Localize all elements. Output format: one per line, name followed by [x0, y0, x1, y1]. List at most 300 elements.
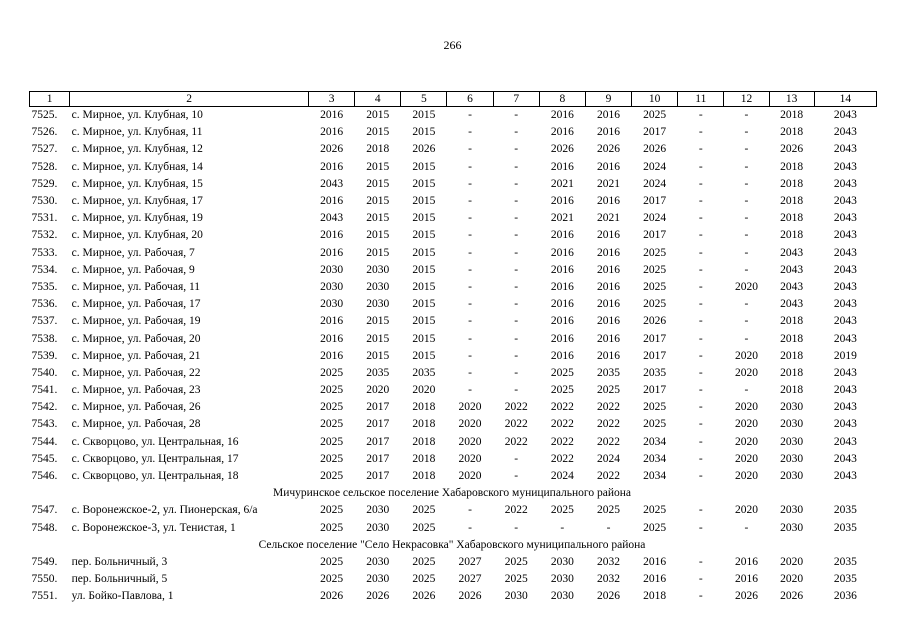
row-number: 7529. — [31, 177, 58, 190]
row-number: 7538. — [31, 332, 58, 345]
year-cell: 2036 — [833, 590, 857, 603]
year-cell: 2025 — [597, 384, 620, 397]
year-cell: - — [698, 109, 703, 122]
year-cell: - — [744, 160, 749, 173]
year-cell: 2020 — [458, 401, 482, 414]
year-cell: 2022 — [504, 418, 528, 431]
address-cell: с. Мирное, ул. Рабочая, 26 — [71, 401, 201, 414]
year-cell: 2025 — [643, 504, 667, 517]
year-cell: - — [514, 246, 519, 259]
year-cell: 2026 — [320, 143, 344, 156]
year-cell: - — [698, 590, 703, 603]
year-cell: - — [698, 349, 703, 362]
year-cell: 2020 — [734, 470, 758, 483]
year-cell: 2022 — [504, 401, 528, 414]
year-cell: 2015 — [366, 195, 390, 208]
year-cell: 2019 — [833, 349, 857, 362]
year-cell: 2043 — [320, 212, 344, 225]
year-cell: 2035 — [597, 366, 620, 379]
year-cell: 2026 — [643, 143, 667, 156]
year-cell: 2024 — [597, 452, 620, 465]
year-cell: 2030 — [366, 521, 390, 534]
year-cell: 2016 — [597, 246, 620, 259]
year-cell: - — [468, 521, 472, 534]
table-row — [30, 348, 877, 365]
year-cell: 2018 — [780, 366, 804, 379]
address-cell: с. Мирное, ул. Рабочая, 21 — [71, 349, 201, 362]
year-cell: - — [698, 366, 703, 379]
year-cell: 2020 — [458, 435, 482, 448]
year-cell: 2015 — [412, 126, 436, 139]
row-number: 7548. — [31, 521, 58, 534]
year-cell: 2017 — [643, 229, 667, 242]
year-cell: - — [698, 143, 703, 156]
table-row — [30, 382, 877, 399]
year-cell: 2030 — [780, 435, 804, 448]
year-cell: - — [698, 195, 703, 208]
column-header: 13 — [769, 92, 814, 107]
year-cell: 2025 — [320, 418, 344, 431]
year-cell: 2026 — [550, 143, 574, 156]
year-cell: - — [744, 195, 749, 208]
year-cell: 2043 — [833, 366, 857, 379]
year-cell: 2017 — [366, 452, 390, 465]
table-row — [30, 124, 877, 141]
address-cell: пер. Больничный, 5 — [71, 573, 168, 586]
year-cell: 2016 — [320, 109, 344, 122]
table-row — [30, 141, 877, 158]
year-cell: 2043 — [833, 263, 857, 276]
year-cell: 2032 — [597, 573, 620, 586]
year-cell: 2017 — [643, 195, 667, 208]
address-cell: ул. Бойко-Павлова, 1 — [71, 590, 174, 603]
year-cell: 2025 — [643, 401, 667, 414]
year-cell: 2035 — [833, 555, 857, 568]
year-cell: - — [468, 332, 472, 345]
table-row — [30, 262, 877, 279]
column-header: 11 — [678, 92, 724, 107]
year-cell: 2020 — [780, 573, 804, 586]
row-number: 7540. — [31, 366, 58, 379]
row-number: 7528. — [31, 160, 58, 173]
column-header: 9 — [585, 92, 631, 107]
address-cell: с. Воронежское-3, ул. Тенистая, 1 — [71, 521, 236, 534]
year-cell: 2018 — [412, 452, 436, 465]
address-cell: с. Мирное, ул. Клубная, 11 — [71, 126, 203, 139]
year-cell: 2016 — [550, 280, 574, 293]
row-number: 7527. — [31, 143, 58, 156]
year-cell: 2018 — [412, 401, 436, 414]
year-cell: 2018 — [780, 212, 804, 225]
address-cell: с. Мирное, ул. Рабочая, 22 — [71, 366, 201, 379]
row-number: 7545. — [31, 452, 58, 465]
year-cell: 2025 — [412, 573, 436, 586]
year-cell: 2035 — [833, 573, 857, 586]
year-cell: 2026 — [734, 590, 758, 603]
year-cell: 2022 — [597, 401, 620, 414]
row-number: 7547. — [31, 504, 58, 517]
year-cell: 2043 — [780, 263, 804, 276]
year-cell: 2020 — [734, 366, 758, 379]
year-cell: 2030 — [504, 590, 528, 603]
year-cell: 2017 — [366, 470, 390, 483]
address-cell: с. Мирное, ул. Клубная, 12 — [71, 143, 203, 156]
section-heading-row — [30, 537, 877, 554]
year-cell: 2015 — [412, 195, 436, 208]
address-cell: с. Скворцово, ул. Центральная, 16 — [71, 435, 239, 448]
year-cell: - — [698, 160, 703, 173]
year-cell: 2016 — [550, 332, 574, 345]
year-cell: 2043 — [833, 246, 857, 259]
year-cell: - — [468, 212, 472, 225]
year-cell: 2020 — [734, 349, 758, 362]
table-row — [30, 588, 877, 605]
year-cell: 2043 — [833, 452, 857, 465]
row-number: 7543. — [31, 418, 58, 431]
year-cell: - — [468, 126, 472, 139]
year-cell: 2016 — [643, 555, 667, 568]
year-cell: - — [514, 229, 519, 242]
year-cell: 2015 — [412, 229, 436, 242]
year-cell: - — [514, 143, 519, 156]
year-cell: - — [744, 298, 749, 311]
year-cell: 2021 — [550, 212, 574, 225]
year-cell: - — [698, 555, 703, 568]
table-row — [30, 399, 877, 416]
year-cell: - — [514, 470, 519, 483]
year-cell: 2025 — [412, 504, 436, 517]
year-cell: - — [514, 280, 519, 293]
year-cell: 2015 — [366, 177, 390, 190]
year-cell: 2027 — [458, 555, 482, 568]
year-cell: 2025 — [550, 384, 574, 397]
row-number: 7541. — [31, 384, 58, 397]
year-cell: 2026 — [412, 590, 436, 603]
address-cell: пер. Больничный, 3 — [71, 555, 168, 568]
year-cell: 2015 — [412, 280, 436, 293]
year-cell: 2043 — [833, 418, 857, 431]
year-cell: 2025 — [320, 555, 344, 568]
year-cell: 2043 — [833, 298, 857, 311]
year-cell: 2026 — [458, 590, 482, 603]
row-number: 7535. — [31, 280, 58, 293]
year-cell: 2020 — [458, 452, 482, 465]
row-number: 7550. — [31, 573, 58, 586]
address-cell: с. Скворцово, ул. Центральная, 18 — [71, 470, 239, 483]
address-cell: с. Мирное, ул. Клубная, 10 — [71, 109, 203, 122]
year-cell: 2016 — [597, 126, 620, 139]
year-cell: 2025 — [412, 521, 436, 534]
row-number: 7533. — [31, 246, 58, 259]
year-cell: 2018 — [780, 195, 804, 208]
year-cell: 2020 — [734, 280, 758, 293]
year-cell: 2020 — [734, 418, 758, 431]
table-row — [30, 296, 877, 313]
year-cell: 2016 — [550, 160, 574, 173]
address-cell: с. Мирное, ул. Рабочая, 7 — [71, 246, 195, 259]
year-cell: - — [468, 263, 472, 276]
year-cell: 2030 — [780, 452, 804, 465]
row-number: 7539. — [31, 349, 58, 362]
year-cell: 2025 — [320, 504, 344, 517]
year-cell: 2030 — [320, 263, 344, 276]
year-cell: 2024 — [643, 177, 667, 190]
year-cell: 2018 — [412, 470, 436, 483]
year-cell: 2034 — [643, 435, 667, 448]
row-number: 7544. — [31, 435, 58, 448]
year-cell: - — [468, 384, 472, 397]
year-cell: 2030 — [550, 590, 574, 603]
year-cell: - — [744, 143, 749, 156]
year-cell: 2034 — [643, 452, 667, 465]
year-cell: 2016 — [734, 555, 758, 568]
year-cell: 2016 — [320, 332, 344, 345]
year-cell: 2022 — [550, 435, 574, 448]
year-cell: 2043 — [833, 315, 857, 328]
table-row — [30, 159, 877, 176]
year-cell: - — [744, 109, 749, 122]
table-row — [30, 520, 877, 537]
row-number: 7531. — [31, 212, 58, 225]
row-number: 7526. — [31, 126, 58, 139]
year-cell: 2026 — [780, 590, 804, 603]
year-cell: 2016 — [734, 573, 758, 586]
year-cell: 2016 — [597, 195, 620, 208]
row-number: 7537. — [31, 315, 58, 328]
year-cell: 2018 — [780, 384, 804, 397]
year-cell: 2016 — [550, 229, 574, 242]
year-cell: 2025 — [504, 555, 528, 568]
year-cell: 2018 — [780, 126, 804, 139]
year-cell: 2015 — [366, 212, 390, 225]
address-cell: с. Мирное, ул. Рабочая, 20 — [71, 332, 201, 345]
year-cell: 2017 — [643, 126, 667, 139]
year-cell: - — [698, 504, 703, 517]
row-number: 7525. — [31, 109, 58, 122]
year-cell: - — [468, 315, 472, 328]
year-cell: 2016 — [550, 195, 574, 208]
year-cell: - — [468, 366, 472, 379]
year-cell: - — [514, 521, 519, 534]
year-cell: 2020 — [734, 504, 758, 517]
year-cell: - — [606, 521, 611, 534]
year-cell: - — [698, 246, 703, 259]
row-number: 7542. — [31, 401, 58, 414]
year-cell: 2017 — [643, 332, 667, 345]
year-cell: 2035 — [833, 504, 857, 517]
year-cell: 2030 — [320, 298, 344, 311]
year-cell: 2043 — [833, 177, 857, 190]
column-header: 6 — [447, 92, 493, 107]
year-cell: - — [744, 315, 749, 328]
year-cell: - — [698, 212, 703, 225]
year-cell: 2035 — [412, 366, 436, 379]
year-cell: 2025 — [320, 401, 344, 414]
year-cell: - — [698, 280, 703, 293]
year-cell: 2018 — [780, 229, 804, 242]
year-cell: 2043 — [833, 470, 857, 483]
year-cell: 2043 — [320, 177, 344, 190]
year-cell: 2030 — [366, 263, 390, 276]
year-cell: 2018 — [412, 435, 436, 448]
year-cell: 2016 — [550, 263, 574, 276]
year-cell: 2025 — [320, 435, 344, 448]
year-cell: 2016 — [320, 229, 344, 242]
year-cell: 2043 — [833, 332, 857, 345]
header-row — [30, 92, 877, 107]
table-row — [30, 107, 877, 125]
year-cell: 2022 — [597, 418, 620, 431]
year-cell: 2030 — [550, 573, 574, 586]
column-header: 8 — [539, 92, 585, 107]
year-cell: 2015 — [412, 160, 436, 173]
year-cell: 2035 — [643, 366, 667, 379]
address-cell: с. Мирное, ул. Рабочая, 9 — [71, 263, 195, 276]
year-cell: - — [698, 401, 703, 414]
table-body — [30, 107, 877, 606]
year-cell: 2026 — [320, 590, 344, 603]
year-cell: - — [468, 298, 472, 311]
year-cell: 2020 — [734, 401, 758, 414]
address-cell: с. Мирное, ул. Рабочая, 17 — [71, 298, 201, 311]
section-heading-row — [30, 485, 877, 502]
year-cell: 2016 — [320, 195, 344, 208]
year-cell: 2020 — [734, 452, 758, 465]
year-cell: - — [698, 229, 703, 242]
year-cell: 2025 — [643, 263, 667, 276]
year-cell: 2017 — [366, 418, 390, 431]
year-cell: 2030 — [780, 470, 804, 483]
year-cell: 2016 — [597, 332, 620, 345]
year-cell: 2025 — [643, 280, 667, 293]
year-cell: 2035 — [366, 366, 390, 379]
address-cell: с. Мирное, ул. Клубная, 19 — [71, 212, 203, 225]
column-header: 3 — [308, 92, 354, 107]
year-cell: 2025 — [320, 366, 344, 379]
year-cell: - — [744, 332, 749, 345]
row-number: 7536. — [31, 298, 58, 311]
year-cell: 2017 — [366, 435, 390, 448]
year-cell: 2017 — [366, 401, 390, 414]
year-cell: 2025 — [643, 418, 667, 431]
year-cell: 2015 — [412, 263, 436, 276]
year-cell: 2016 — [550, 315, 574, 328]
year-cell: 2030 — [780, 504, 804, 517]
year-cell: - — [514, 366, 519, 379]
year-cell: - — [698, 418, 703, 431]
row-number: 7530. — [31, 195, 58, 208]
year-cell: 2015 — [366, 229, 390, 242]
year-cell: 2024 — [643, 212, 667, 225]
address-cell: с. Воронежское-2, ул. Пионерская, 6/а — [71, 504, 258, 517]
year-cell: 2017 — [643, 349, 667, 362]
year-cell: - — [468, 349, 472, 362]
year-cell: - — [744, 384, 749, 397]
year-cell: - — [514, 109, 519, 122]
year-cell: 2043 — [780, 280, 804, 293]
year-cell: 2015 — [412, 246, 436, 259]
column-header: 5 — [401, 92, 447, 107]
data-table — [29, 91, 877, 605]
column-header: 12 — [724, 92, 769, 107]
year-cell: 2016 — [597, 315, 620, 328]
year-cell: - — [514, 349, 519, 362]
year-cell: - — [468, 229, 472, 242]
year-cell: 2016 — [597, 280, 620, 293]
year-cell: - — [514, 384, 519, 397]
year-cell: 2025 — [550, 366, 574, 379]
year-cell: - — [468, 177, 472, 190]
year-cell: 2016 — [320, 349, 344, 362]
year-cell: - — [698, 384, 703, 397]
row-number: 7534. — [31, 263, 58, 276]
year-cell: - — [514, 332, 519, 345]
year-cell: - — [514, 195, 519, 208]
address-cell: с. Мирное, ул. Рабочая, 19 — [71, 315, 201, 328]
year-cell: 2016 — [550, 298, 574, 311]
row-number: 7546. — [31, 470, 58, 483]
year-cell: 2015 — [366, 109, 390, 122]
year-cell: 2020 — [458, 418, 482, 431]
year-cell: 2016 — [597, 349, 620, 362]
column-header: 2 — [70, 92, 309, 107]
year-cell: - — [698, 573, 703, 586]
year-cell: - — [468, 143, 472, 156]
table-row — [30, 330, 877, 347]
table-row — [30, 416, 877, 433]
year-cell: - — [514, 315, 519, 328]
year-cell: 2032 — [597, 555, 620, 568]
year-cell: 2025 — [320, 470, 344, 483]
year-cell: 2025 — [504, 573, 528, 586]
year-cell: - — [698, 298, 703, 311]
year-cell: 2022 — [504, 504, 528, 517]
year-cell: 2030 — [366, 504, 390, 517]
year-cell: 2025 — [643, 521, 667, 534]
year-cell: 2025 — [412, 555, 436, 568]
year-cell: - — [468, 280, 472, 293]
section-heading: Мичуринское сельское поселение Хабаровского муниципального района — [272, 487, 632, 500]
year-cell: 2043 — [833, 195, 857, 208]
table-row — [30, 313, 877, 330]
year-cell: 2030 — [366, 298, 390, 311]
row-number: 7551. — [31, 590, 58, 603]
year-cell: - — [698, 315, 703, 328]
address-cell: с. Мирное, ул. Клубная, 15 — [71, 177, 203, 190]
year-cell: 2030 — [366, 280, 390, 293]
year-cell: 2022 — [550, 418, 574, 431]
year-cell: 2026 — [366, 590, 390, 603]
year-cell: - — [698, 263, 703, 276]
page-number: 266 — [443, 38, 462, 52]
row-number: 7532. — [31, 229, 58, 242]
year-cell: - — [514, 263, 519, 276]
year-cell: 2015 — [412, 177, 436, 190]
year-cell: 2018 — [643, 590, 667, 603]
year-cell: 2016 — [550, 126, 574, 139]
year-cell: - — [514, 298, 519, 311]
year-cell: 2025 — [320, 521, 344, 534]
year-cell: 2018 — [780, 315, 804, 328]
table-row — [30, 279, 877, 296]
year-cell: 2026 — [780, 143, 804, 156]
year-cell: - — [468, 109, 472, 122]
year-cell: - — [698, 177, 703, 190]
year-cell: 2021 — [597, 177, 620, 190]
year-cell: 2043 — [833, 126, 857, 139]
year-cell: 2026 — [597, 590, 620, 603]
year-cell: 2021 — [550, 177, 574, 190]
